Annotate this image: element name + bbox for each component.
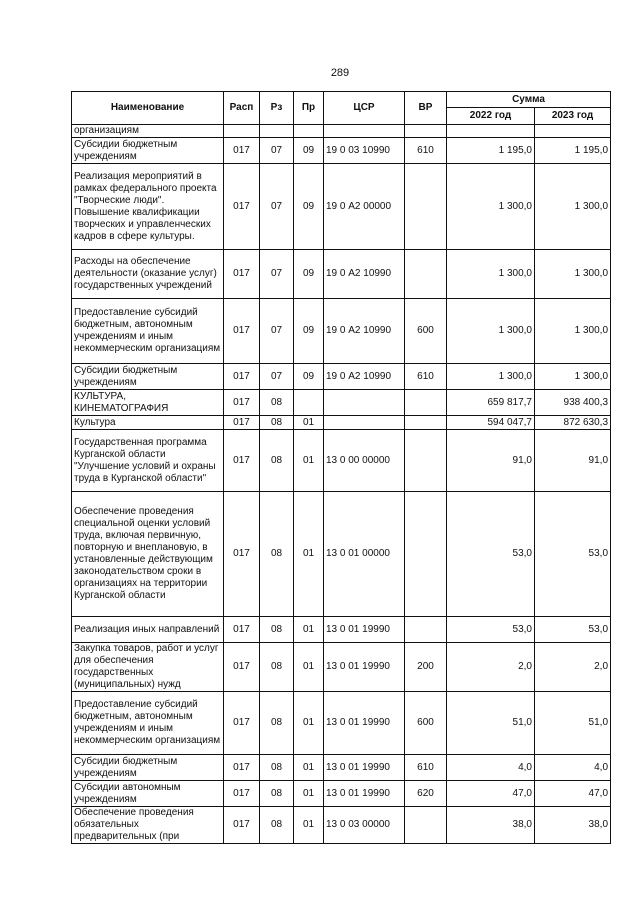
table-row [72, 164, 611, 250]
row-pr [294, 125, 324, 138]
row-rz [260, 125, 294, 138]
row-sum-2022 [447, 125, 535, 138]
row-vr [405, 164, 447, 250]
table-row [72, 250, 611, 299]
row-csr [324, 416, 405, 430]
row-csr: 13 0 01 19990 [324, 781, 405, 807]
row-sum-2022: 1 300,0 [447, 364, 535, 390]
row-csr: 13 0 01 19990 [324, 692, 405, 755]
table-row [72, 364, 611, 390]
row-sum-2023: 1 300,0 [535, 164, 611, 250]
table-row [72, 781, 611, 807]
row-rz: 08 [260, 807, 294, 844]
row-pr: 09 [294, 250, 324, 299]
row-rz: 08 [260, 643, 294, 692]
row-sum-2022: 47,0 [447, 781, 535, 807]
row-sum-2022: 594 047,7 [447, 416, 535, 430]
row-rz: 08 [260, 390, 294, 416]
row-pr: 01 [294, 807, 324, 844]
row-name: Предоставление субсидий бюджетным, автономным учреждениям и иным некоммерческим организациям [72, 692, 224, 755]
header-year-2023: 2023 год [535, 108, 611, 125]
row-rasp: 017 [224, 416, 260, 430]
row-rasp: 017 [224, 492, 260, 617]
row-name: организациям [72, 125, 224, 138]
header-pr: Пр [294, 92, 324, 125]
row-sum-2022: 91,0 [447, 430, 535, 492]
row-rasp: 017 [224, 364, 260, 390]
row-rz: 08 [260, 617, 294, 643]
row-rasp: 017 [224, 164, 260, 250]
table-row [72, 617, 611, 643]
row-name: Культура [72, 416, 224, 430]
table-row [72, 416, 611, 430]
row-sum-2023: 1 195,0 [535, 138, 611, 164]
row-csr: 19 0 А2 10990 [324, 299, 405, 364]
row-sum-2023: 91,0 [535, 430, 611, 492]
row-vr: 610 [405, 138, 447, 164]
row-name: Государственная программа Курганской области "Улучшение условий и охраны труда в Курганской области" [72, 430, 224, 492]
row-rz: 08 [260, 781, 294, 807]
row-sum-2023: 51,0 [535, 692, 611, 755]
header-sum: Сумма [447, 92, 611, 108]
budget-table [71, 91, 611, 844]
row-csr: 13 0 00 00000 [324, 430, 405, 492]
row-name: Обеспечение проведения специальной оценки условий труда, включая первичную, повторную и внеплановую, в установленные действующим законодательством сроки в организациях на территории Курганской области [72, 492, 224, 617]
table-row [72, 125, 611, 138]
row-name: Обеспечение проведения обязательных предварительных (при [72, 807, 224, 844]
row-vr: 620 [405, 781, 447, 807]
row-sum-2022: 53,0 [447, 492, 535, 617]
row-sum-2023: 53,0 [535, 617, 611, 643]
row-rasp: 017 [224, 250, 260, 299]
page-number: 289 [330, 67, 350, 79]
row-name: Реализация иных направлений [72, 617, 224, 643]
row-csr: 13 0 01 00000 [324, 492, 405, 617]
row-pr: 09 [294, 164, 324, 250]
row-vr: 200 [405, 643, 447, 692]
row-name: Субсидии автономным учреждениям [72, 781, 224, 807]
table-row [72, 138, 611, 164]
row-vr [405, 430, 447, 492]
table-row [72, 492, 611, 617]
row-vr [405, 416, 447, 430]
row-rasp: 017 [224, 807, 260, 844]
row-name: Субсидии бюджетным учреждениям [72, 755, 224, 781]
row-pr: 01 [294, 416, 324, 430]
row-sum-2022: 1 300,0 [447, 299, 535, 364]
row-vr [405, 807, 447, 844]
row-sum-2022: 1 300,0 [447, 250, 535, 299]
row-pr: 01 [294, 643, 324, 692]
row-vr [405, 250, 447, 299]
table-row [72, 692, 611, 755]
row-sum-2022: 51,0 [447, 692, 535, 755]
row-vr [405, 125, 447, 138]
row-pr: 01 [294, 492, 324, 617]
row-name: Закупка товаров, работ и услуг для обеспечения государственных (муниципальных) нужд [72, 643, 224, 692]
row-name: Предоставление субсидий бюджетным, автономным учреждениям и иным некоммерческим организациям [72, 299, 224, 364]
header-rasp: Расп [224, 92, 260, 125]
row-rasp [224, 125, 260, 138]
row-name: Реализация мероприятий в рамках федерального проекта "Творческие люди". Повышение квалификации творческих и управленческих кадров в сфере культуры. [72, 164, 224, 250]
row-sum-2022: 53,0 [447, 617, 535, 643]
table-row [72, 643, 611, 692]
row-rz: 07 [260, 138, 294, 164]
row-sum-2022: 38,0 [447, 807, 535, 844]
table-row [72, 807, 611, 844]
row-sum-2023: 47,0 [535, 781, 611, 807]
row-pr: 01 [294, 692, 324, 755]
header-vr: ВР [405, 92, 447, 125]
row-name: Расходы на обеспечение деятельности (оказание услуг) государственных учреждений [72, 250, 224, 299]
row-sum-2023: 38,0 [535, 807, 611, 844]
row-sum-2023: 1 300,0 [535, 250, 611, 299]
row-csr: 19 0 03 10990 [324, 138, 405, 164]
row-csr: 13 0 03 00000 [324, 807, 405, 844]
row-vr: 600 [405, 299, 447, 364]
row-rasp: 017 [224, 617, 260, 643]
row-pr: 09 [294, 138, 324, 164]
row-csr [324, 125, 405, 138]
row-vr: 610 [405, 364, 447, 390]
row-rasp: 017 [224, 755, 260, 781]
row-pr [294, 390, 324, 416]
row-pr: 01 [294, 430, 324, 492]
row-rasp: 017 [224, 643, 260, 692]
row-sum-2022: 1 195,0 [447, 138, 535, 164]
row-pr: 01 [294, 617, 324, 643]
row-rz: 08 [260, 416, 294, 430]
row-sum-2023: 872 630,3 [535, 416, 611, 430]
row-sum-2023: 2,0 [535, 643, 611, 692]
header-year-2022: 2022 год [447, 108, 535, 125]
row-rz: 07 [260, 164, 294, 250]
row-pr: 01 [294, 755, 324, 781]
table-row [72, 755, 611, 781]
row-vr [405, 492, 447, 617]
row-rz: 08 [260, 492, 294, 617]
row-csr: 19 0 А2 00000 [324, 164, 405, 250]
row-rasp: 017 [224, 138, 260, 164]
row-pr: 09 [294, 364, 324, 390]
row-vr [405, 617, 447, 643]
row-sum-2023: 1 300,0 [535, 364, 611, 390]
row-rz: 07 [260, 299, 294, 364]
header-name: Наименование [72, 92, 224, 125]
row-name: КУЛЬТУРА, КИНЕМАТОГРАФИЯ [72, 390, 224, 416]
row-csr: 13 0 01 19990 [324, 755, 405, 781]
row-sum-2022: 2,0 [447, 643, 535, 692]
row-sum-2022: 4,0 [447, 755, 535, 781]
table-row [72, 390, 611, 416]
row-csr: 13 0 01 19990 [324, 617, 405, 643]
row-sum-2023: 1 300,0 [535, 299, 611, 364]
row-sum-2023 [535, 125, 611, 138]
row-rasp: 017 [224, 390, 260, 416]
row-sum-2022: 659 817,7 [447, 390, 535, 416]
row-csr [324, 390, 405, 416]
table-row [72, 430, 611, 492]
row-rasp: 017 [224, 430, 260, 492]
row-sum-2023: 4,0 [535, 755, 611, 781]
row-name: Субсидии бюджетным учреждениям [72, 138, 224, 164]
row-sum-2023: 53,0 [535, 492, 611, 617]
row-csr: 19 0 А2 10990 [324, 364, 405, 390]
row-rasp: 017 [224, 692, 260, 755]
row-pr: 09 [294, 299, 324, 364]
row-rz: 08 [260, 430, 294, 492]
row-name: Субсидии бюджетным учреждениям [72, 364, 224, 390]
row-rasp: 017 [224, 299, 260, 364]
row-rasp: 017 [224, 781, 260, 807]
row-csr: 19 0 А2 10990 [324, 250, 405, 299]
row-vr [405, 390, 447, 416]
row-rz: 07 [260, 250, 294, 299]
header-rz: Рз [260, 92, 294, 125]
header-csr: ЦСР [324, 92, 405, 125]
row-vr: 600 [405, 692, 447, 755]
row-rz: 07 [260, 364, 294, 390]
row-pr: 01 [294, 781, 324, 807]
row-sum-2023: 938 400,3 [535, 390, 611, 416]
row-sum-2022: 1 300,0 [447, 164, 535, 250]
table-row [72, 299, 611, 364]
row-rz: 08 [260, 692, 294, 755]
row-csr: 13 0 01 19990 [324, 643, 405, 692]
row-rz: 08 [260, 755, 294, 781]
row-vr: 610 [405, 755, 447, 781]
